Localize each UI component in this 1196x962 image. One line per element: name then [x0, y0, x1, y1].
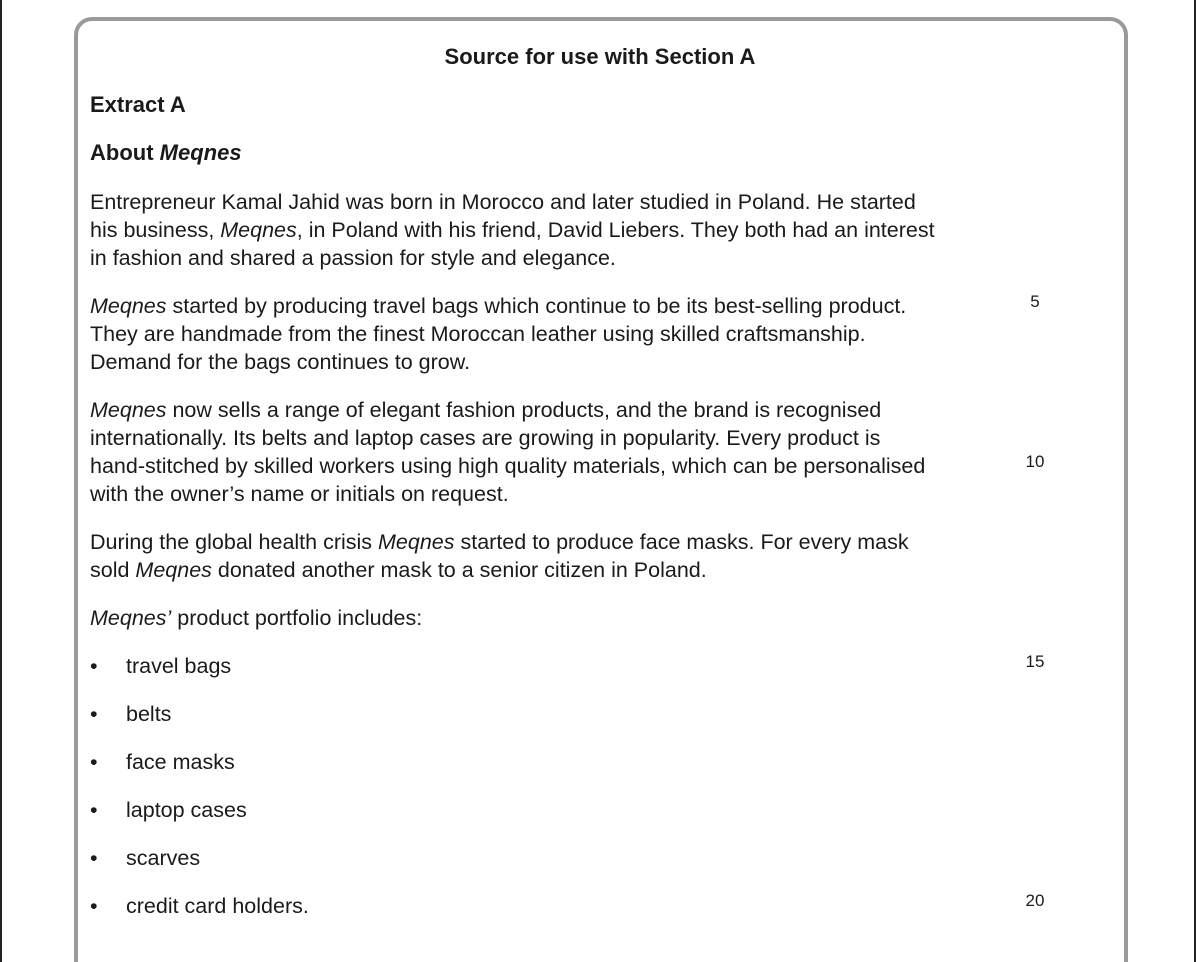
- bullet-icon: •: [90, 702, 98, 726]
- p2-brand: Meqnes: [90, 294, 167, 318]
- list-item-text: credit card holders.: [126, 894, 309, 918]
- list-item-text: laptop cases: [126, 798, 247, 822]
- p1-line2a: his business,: [90, 218, 221, 242]
- p3-line2: internationally. Its belts and laptop cases are growing in popularity. Every product is: [90, 426, 881, 450]
- p1-line3: in fashion and shared a passion for style and elegance.: [90, 246, 616, 270]
- p3-line4: with the owner’s name or initials on request.: [90, 482, 509, 506]
- p1-brand: Meqnes: [220, 218, 297, 242]
- paragraph-3: [90, 396, 990, 508]
- line-number-10: 10: [1025, 452, 1045, 471]
- p4-brand-2: Meqnes: [135, 558, 212, 582]
- line-number-20: 20: [1025, 891, 1045, 910]
- p4-line1a: During the global health crisis: [90, 530, 379, 554]
- p4-line2c: donated another mask to a senior citizen in Poland.: [211, 558, 707, 582]
- p4-line2a: sold: [90, 558, 136, 582]
- source-heading: Source for use with Section A: [444, 44, 756, 69]
- list-item-text: belts: [126, 702, 172, 726]
- p2-line3: Demand for the bags continues to grow.: [90, 350, 471, 374]
- paragraph-5: [90, 604, 990, 632]
- p3-line3: hand-stitched by skilled workers using high quality materials, which can be personalised: [90, 454, 926, 478]
- p3-line1: now sells a range of elegant fashion products, and the brand is recognised: [166, 398, 882, 422]
- line-number-5: 5: [1030, 292, 1040, 311]
- bullet-icon: •: [90, 846, 98, 870]
- p3-brand: Meqnes: [90, 398, 167, 422]
- paragraph-1: [90, 188, 990, 272]
- line-number-15: 15: [1025, 652, 1045, 671]
- bullet-icon: •: [90, 750, 98, 774]
- bullet-icon: •: [90, 894, 98, 918]
- about-heading: [90, 140, 242, 166]
- bullet-icon: •: [90, 798, 98, 822]
- list-item-text: face masks: [126, 750, 235, 774]
- list-item-text: travel bags: [126, 654, 232, 678]
- p4-brand-1: Meqnes: [378, 530, 455, 554]
- extract-title: Extract A: [90, 92, 186, 117]
- about-brand: Meqnes: [159, 140, 242, 165]
- paragraph-4: [90, 528, 990, 584]
- about-prefix: About: [90, 140, 160, 165]
- p1-line1: Entrepreneur Kamal Jahid was born in Morocco and later studied in Poland. He started: [90, 190, 916, 214]
- p5-text: product portfolio includes:: [171, 606, 423, 630]
- bullet-icon: •: [90, 654, 98, 678]
- p5-brand: Meqnes’: [90, 606, 172, 630]
- p2-line2: They are handmade from the finest Moroccan leather using skilled craftsmanship.: [90, 322, 866, 346]
- p2-line1: started by producing travel bags which continue to be its best-selling product.: [166, 294, 907, 318]
- list-item-text: scarves: [126, 846, 201, 870]
- p4-line1c: started to produce face masks. For every mask: [454, 530, 909, 554]
- paragraph-2: [90, 292, 990, 376]
- p1-line2c: , in Poland with his friend, David Liebers. They both had an interest: [296, 218, 935, 242]
